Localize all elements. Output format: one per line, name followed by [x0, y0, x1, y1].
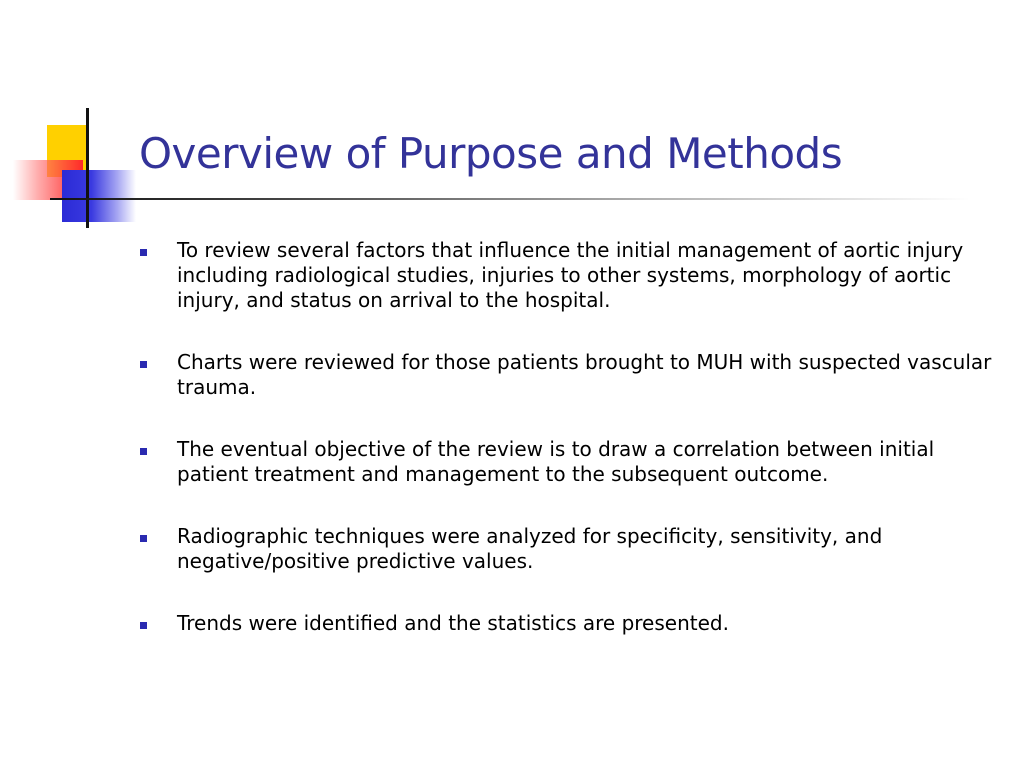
bullet-item: [140, 437, 1000, 487]
vertical-rule-decoration: [86, 108, 89, 228]
bullet-item: [140, 524, 1000, 574]
bullet-text: Charts were reviewed for those patients brought to MUH with suspected vascular trauma.: [177, 350, 992, 399]
bullet-text: To review several factors that influence the initial management of aortic injury including radiological studies, injuries to other systems, morphology of aortic injury, and status on arrival to the hospital.: [177, 238, 964, 312]
bullet-item: [140, 611, 1000, 636]
square-bullet-icon: [140, 535, 147, 542]
bullet-text: Trends were identified and the statistics are presented.: [177, 611, 729, 635]
slide-title: Overview of Purpose and Methods: [139, 129, 843, 178]
square-bullet-icon: [140, 249, 147, 256]
bullet-item: [140, 238, 1000, 313]
square-bullet-icon: [140, 361, 147, 368]
square-bullet-icon: [140, 622, 147, 629]
square-bullet-icon: [140, 448, 147, 455]
bullet-list: [140, 238, 1000, 673]
blue-gradient-decoration: [62, 170, 136, 222]
bullet-text: Radiographic techniques were analyzed for specificity, sensitivity, and negative/positive predictive values.: [177, 524, 883, 573]
bullet-text: The eventual objective of the review is to draw a correlation between initial patient treatment and management to the subsequent outcome.: [177, 437, 935, 486]
bullet-item: [140, 350, 1000, 400]
title-underline-rule: [50, 198, 970, 200]
